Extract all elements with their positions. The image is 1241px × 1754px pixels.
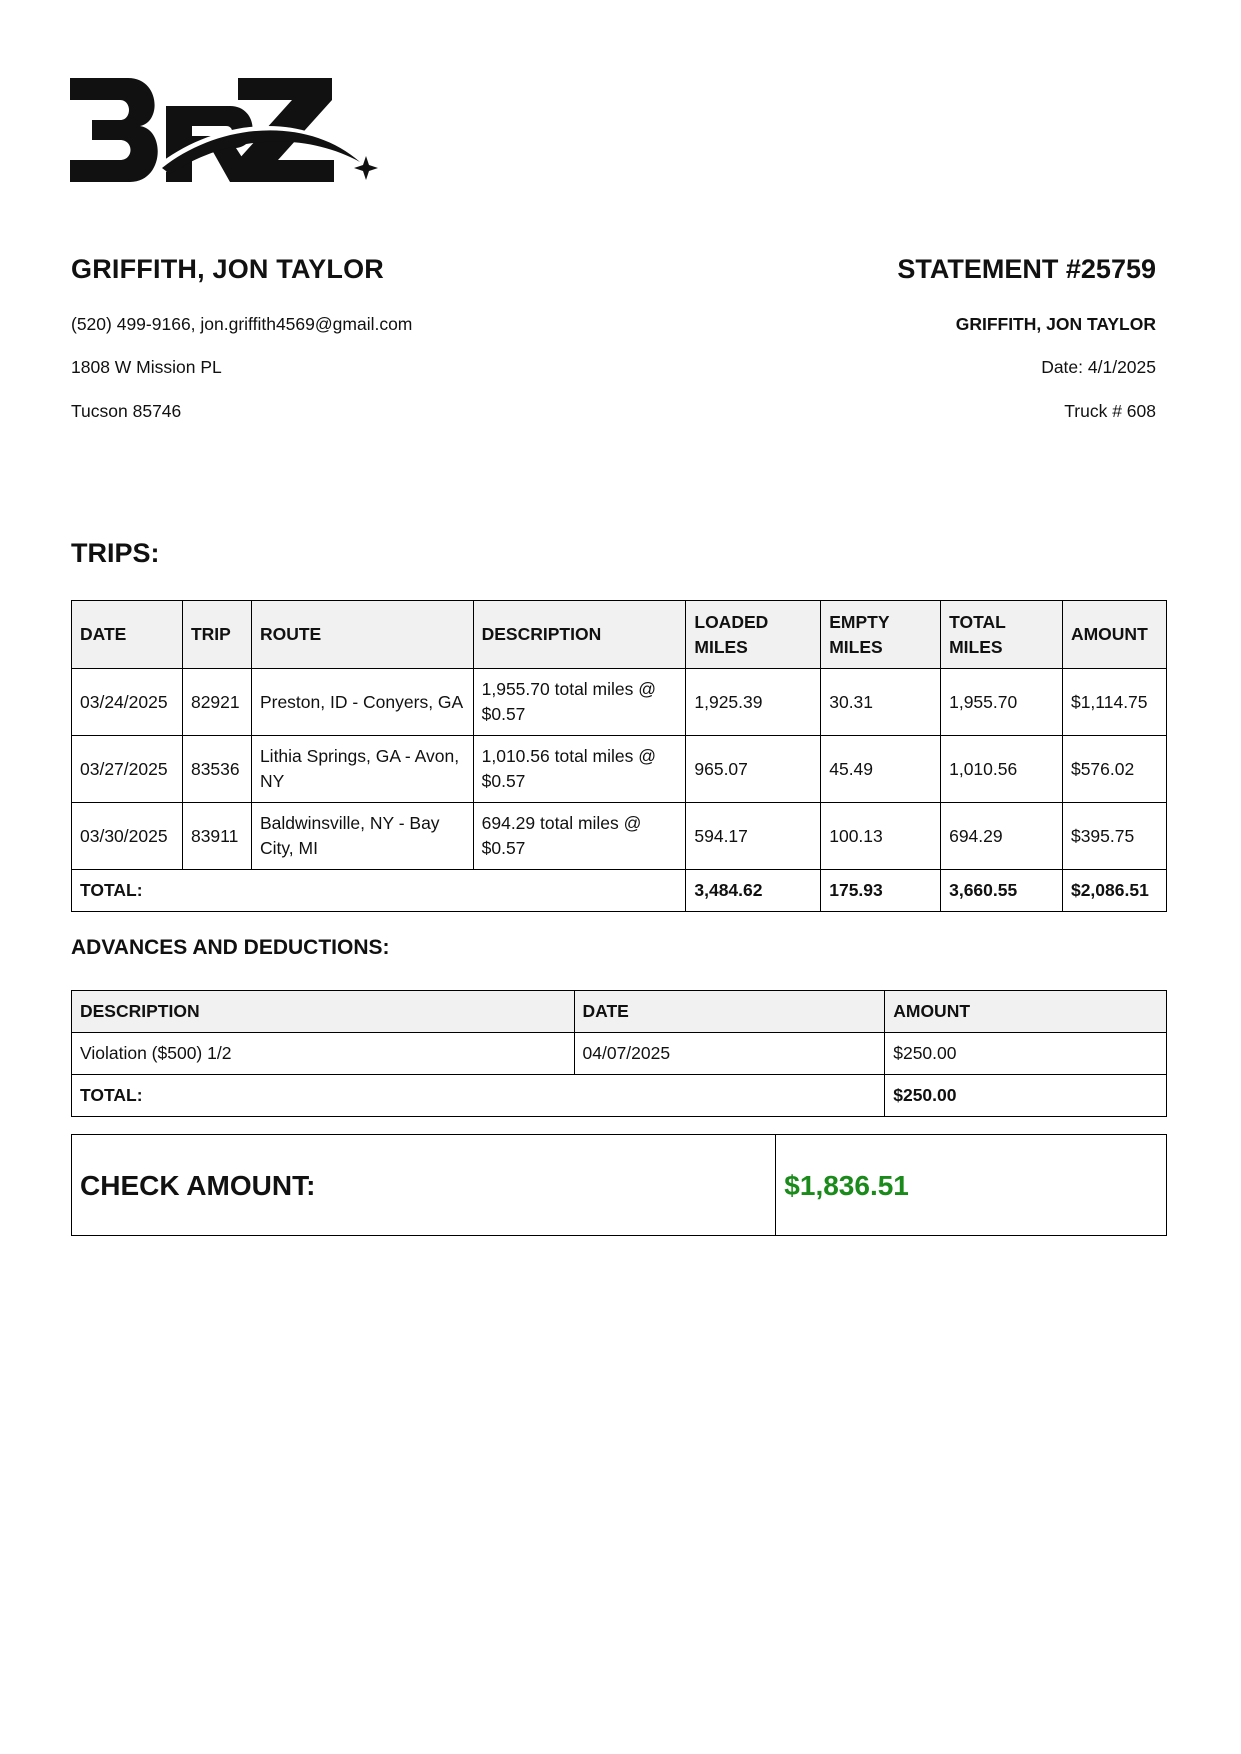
trip-route: Lithia Springs, GA - Avon, NY — [251, 736, 473, 803]
deduction-amount: $250.00 — [885, 1033, 1167, 1075]
advances-table — [71, 990, 1167, 1117]
driver-address: 1808 W Mission PL — [71, 357, 222, 377]
statement-number: STATEMENT #25759 — [897, 254, 1156, 284]
trip-amount: $395.75 — [1062, 803, 1166, 870]
trip-total-miles: 1,010.56 — [941, 736, 1063, 803]
col-header-amount: AMOUNT — [885, 991, 1167, 1033]
trip-empty-miles: 45.49 — [821, 736, 941, 803]
check-amount-label: CHECK AMOUNT: — [72, 1135, 776, 1236]
trip-empty-miles: 30.31 — [821, 669, 941, 736]
trip-description: 694.29 total miles @ $0.57 — [473, 803, 686, 870]
col-header-total-miles: TOTAL MILES — [941, 601, 1063, 669]
trip-description: 1,955.70 total miles @ $0.57 — [473, 669, 686, 736]
col-header-route: ROUTE — [251, 601, 473, 669]
truck-number: Truck # 608 — [1064, 401, 1156, 421]
col-header-empty-miles: EMPTY MILES — [821, 601, 941, 669]
trip-date: 03/24/2025 — [72, 669, 183, 736]
trip-empty-miles: 100.13 — [821, 803, 941, 870]
deduction-date: 04/07/2025 — [574, 1033, 885, 1075]
trips-heading: TRIPS: — [71, 538, 160, 568]
advances-heading: ADVANCES AND DEDUCTIONS: — [71, 936, 390, 959]
trip-number: 83536 — [182, 736, 251, 803]
trip-loaded-miles: 594.17 — [686, 803, 821, 870]
trips-total-miles: 3,660.55 — [941, 870, 1063, 912]
statement-name: GRIFFITH, JON TAYLOR — [955, 314, 1156, 334]
trips-table — [71, 600, 1167, 912]
trip-loaded-miles: 965.07 — [686, 736, 821, 803]
trip-route: Baldwinsville, NY - Bay City, MI — [251, 803, 473, 870]
trip-description: 1,010.56 total miles @ $0.57 — [473, 736, 686, 803]
trips-total-label: TOTAL: — [72, 870, 686, 912]
trip-route: Preston, ID - Conyers, GA — [251, 669, 473, 736]
col-header-date: DATE — [72, 601, 183, 669]
trips-total-amount: $2,086.51 — [1062, 870, 1166, 912]
trip-total-miles: 1,955.70 — [941, 669, 1063, 736]
check-amount-value: $1,836.51 — [776, 1135, 1167, 1236]
trip-amount: $1,114.75 — [1062, 669, 1166, 736]
trips-total-empty: 175.93 — [821, 870, 941, 912]
table-row — [72, 1033, 1167, 1075]
check-row — [72, 1135, 1167, 1236]
check-amount-box — [71, 1134, 1167, 1236]
driver-city: Tucson 85746 — [71, 401, 182, 421]
trips-header-row — [72, 601, 1167, 669]
company-logo — [70, 76, 380, 192]
col-header-date: DATE — [574, 991, 885, 1033]
table-row — [72, 736, 1167, 803]
trips-total-loaded: 3,484.62 — [686, 870, 821, 912]
col-header-description: DESCRIPTION — [72, 991, 575, 1033]
advances-header-row — [72, 991, 1167, 1033]
col-header-trip: TRIP — [182, 601, 251, 669]
trips-total-row — [72, 870, 1167, 912]
driver-contact: (520) 499-9166, jon.griffith4569@gmail.com — [71, 314, 413, 334]
table-row — [72, 669, 1167, 736]
trip-number: 83911 — [182, 803, 251, 870]
col-header-amount: AMOUNT — [1062, 601, 1166, 669]
table-row — [72, 803, 1167, 870]
advances-total-label: TOTAL: — [72, 1075, 885, 1117]
advances-total-row — [72, 1075, 1167, 1117]
trip-date: 03/30/2025 — [72, 803, 183, 870]
trip-total-miles: 694.29 — [941, 803, 1063, 870]
statement-date: Date: 4/1/2025 — [1041, 357, 1156, 377]
trip-date: 03/27/2025 — [72, 736, 183, 803]
col-header-description: DESCRIPTION — [473, 601, 686, 669]
col-header-loaded-miles: LOADED MILES — [686, 601, 821, 669]
trip-loaded-miles: 1,925.39 — [686, 669, 821, 736]
trip-amount: $576.02 — [1062, 736, 1166, 803]
deduction-description: Violation ($500) 1/2 — [72, 1033, 575, 1075]
driver-name-title: GRIFFITH, JON TAYLOR — [71, 254, 385, 284]
advances-total-amount: $250.00 — [885, 1075, 1167, 1117]
trip-number: 82921 — [182, 669, 251, 736]
